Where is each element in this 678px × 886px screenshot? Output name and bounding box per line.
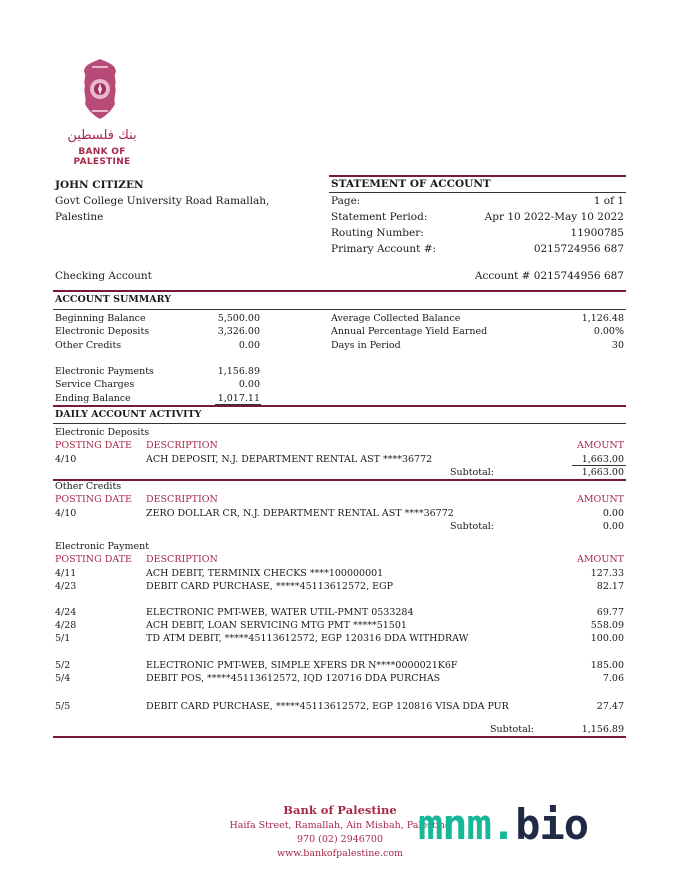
payments-col-desc: DESCRIPTION	[146, 554, 218, 565]
payment-row-8-date: 5/5	[55, 701, 71, 712]
credits-col-amount: AMOUNT	[576, 494, 624, 505]
payment-row-6-date: 5/2	[55, 660, 71, 671]
bank-emblem-icon	[82, 58, 118, 120]
summary-label-credits: Other Credits	[55, 340, 122, 351]
period-value: Apr 10 2022-May 10 2022	[484, 211, 624, 223]
customer-address-line1: Govt College University Road Ramallah,	[55, 195, 270, 207]
account-type: Checking Account	[55, 270, 152, 282]
summary-value-avg-balance: 1,126.48	[581, 313, 624, 324]
deposits-col-amount: AMOUNT	[576, 440, 624, 451]
payment-row-8-amount: 27.47	[596, 701, 624, 712]
summary-label-payments: Electronic Payments	[55, 366, 154, 377]
footer-bank-name: Bank of Palestine	[283, 803, 397, 817]
payment-row-4-date: 4/28	[55, 620, 77, 631]
deposit-row-date: 4/10	[55, 454, 77, 465]
deposits-col-desc: DESCRIPTION	[146, 440, 218, 451]
primary-account-value: 0215724956 687	[533, 243, 624, 255]
summary-value-ending: 1,017.11	[217, 393, 260, 404]
summary-label-apy: Annual Percentage Yield Earned	[331, 326, 488, 337]
watermark-part-b: bio	[515, 800, 589, 849]
summary-value-apy: 0.00%	[593, 326, 624, 337]
bank-logo-english: BANK OF PALESTINE	[73, 147, 131, 167]
payments-subtotal-label: Subtotal:	[490, 724, 534, 735]
payment-row-8-desc: DEBIT CARD PURCHASE, *****45113612572, EGP 120816 VISA DDA PUR	[146, 701, 509, 712]
deposits-subtotal-value: 1,663.00	[581, 467, 624, 478]
summary-value-service: 0.00	[238, 379, 260, 390]
credits-section-title: Other Credits	[55, 481, 122, 492]
summary-label-days: Days in Period	[331, 340, 401, 351]
statement-title-rule	[329, 192, 626, 193]
page-value: 1 of 1	[593, 195, 624, 207]
customer-name: JOHN CITIZEN	[55, 179, 144, 191]
footer-website: www.bankofpalestine.com	[276, 848, 404, 859]
payments-section-title: Electronic Payment	[55, 541, 150, 552]
account-summary-header: ACCOUNT SUMMARY	[55, 294, 172, 305]
payments-subtotal-value: 1,156.89	[581, 724, 624, 735]
watermark	[418, 800, 588, 850]
customer-address-line2: Palestine	[55, 211, 104, 223]
payment-row-5-desc: TD ATM DEBIT, *****45113612572, EGP 120316 DDA WITHDRAW	[146, 633, 469, 644]
payment-row-7-desc: DEBIT POS, *****45113612572, IQD 120716 DDA PURCHAS	[146, 673, 441, 684]
summary-label-avg-balance: Average Collected Balance	[331, 313, 461, 324]
credit-row-date: 4/10	[55, 508, 77, 519]
payment-row-7-date: 5/4	[55, 673, 71, 684]
credit-row-amount: 0.00	[602, 508, 624, 519]
payment-row-2-amount: 82.17	[596, 581, 624, 592]
routing-label: Routing Number:	[331, 227, 424, 239]
payment-row-5-date: 5/1	[55, 633, 71, 644]
summary-label-ending: Ending Balance	[55, 393, 131, 404]
routing-value: 11900785	[570, 227, 624, 239]
payment-row-3-amount: 69.77	[596, 607, 624, 618]
credits-col-date: POSTING DATE	[55, 494, 132, 505]
payment-row-4-amount: 558.09	[590, 620, 624, 631]
payment-row-7-amount: 7.06	[602, 673, 624, 684]
primary-account-label: Primary Account #:	[331, 243, 437, 255]
payment-row-4-desc: ACH DEBIT, LOAN SERVICING MTG PMT *****51501	[146, 620, 407, 631]
footer-phone: 970 (02) 2946700	[297, 834, 383, 845]
summary-label-beginning: Beginning Balance	[55, 313, 146, 324]
deposits-subtotal-label: Subtotal:	[450, 467, 494, 478]
summary-value-beginning: 5,500.00	[217, 313, 260, 324]
deposits-section-title: Electronic Deposits	[55, 427, 150, 438]
footer-address: Haifa Street, Ramallah, Ain Misbah, Palestine	[229, 820, 451, 831]
credits-subtotal-label: Subtotal:	[450, 521, 494, 532]
bank-logo-arabic: بنك فلسطين	[67, 128, 137, 143]
period-label: Statement Period:	[331, 211, 428, 223]
payment-row-6-desc: ELECTRONIC PMT-WEB, SIMPLE XFERS DR N****0000021K6F	[146, 660, 458, 671]
credits-col-desc: DESCRIPTION	[146, 494, 218, 505]
deposit-row-desc: ACH DEPOSIT, N.J. DEPARTMENT RENTAL AST ****36772	[146, 454, 433, 465]
summary-header-rule	[53, 309, 626, 310]
payment-row-1-date: 4/11	[55, 568, 77, 579]
deposits-bottom-rule	[53, 479, 626, 481]
summary-value-deposits: 3,326.00	[217, 326, 260, 337]
payment-row-3-date: 4/24	[55, 607, 77, 618]
payments-col-date: POSTING DATE	[55, 554, 132, 565]
daily-activity-header: DAILY ACCOUNT ACTIVITY	[55, 409, 202, 420]
summary-value-credits: 0.00	[238, 340, 260, 351]
payment-row-1-amount: 127.33	[590, 568, 624, 579]
payment-row-2-desc: DEBIT CARD PURCHASE, *****45113612572, EGP	[146, 581, 394, 592]
payments-col-amount: AMOUNT	[576, 554, 624, 565]
payment-row-5-amount: 100.00	[590, 633, 624, 644]
payment-row-6-amount: 185.00	[590, 660, 624, 671]
payment-row-2-date: 4/23	[55, 581, 77, 592]
summary-top-rule	[53, 290, 626, 292]
bank-logo	[50, 58, 155, 167]
summary-value-payments: 1,156.89	[217, 366, 260, 377]
activity-header-rule	[53, 423, 626, 424]
deposit-row-amount: 1,663.00	[581, 454, 624, 465]
payment-row-3-desc: ELECTRONIC PMT-WEB, WATER UTIL-PMNT 0533284	[146, 607, 414, 618]
deposits-col-date: POSTING DATE	[55, 440, 132, 451]
summary-value-days: 30	[611, 340, 624, 351]
statement-title: STATEMENT OF ACCOUNT	[331, 178, 491, 190]
activity-top-rule	[53, 405, 626, 407]
account-number-line: Account # 0215744956 687	[474, 270, 624, 282]
summary-label-deposits: Electronic Deposits	[55, 326, 150, 337]
payment-row-1-desc: ACH DEBIT, TERMINIX CHECKS ****100000001	[146, 568, 384, 579]
credits-subtotal-value: 0.00	[602, 521, 624, 532]
page-label: Page:	[331, 195, 361, 207]
watermark-part-a: mnm.	[418, 800, 516, 849]
credit-row-desc: ZERO DOLLAR CR, N.J. DEPARTMENT RENTAL AST ****36772	[146, 508, 454, 519]
payments-bottom-rule	[53, 736, 626, 738]
summary-label-service: Service Charges	[55, 379, 135, 390]
